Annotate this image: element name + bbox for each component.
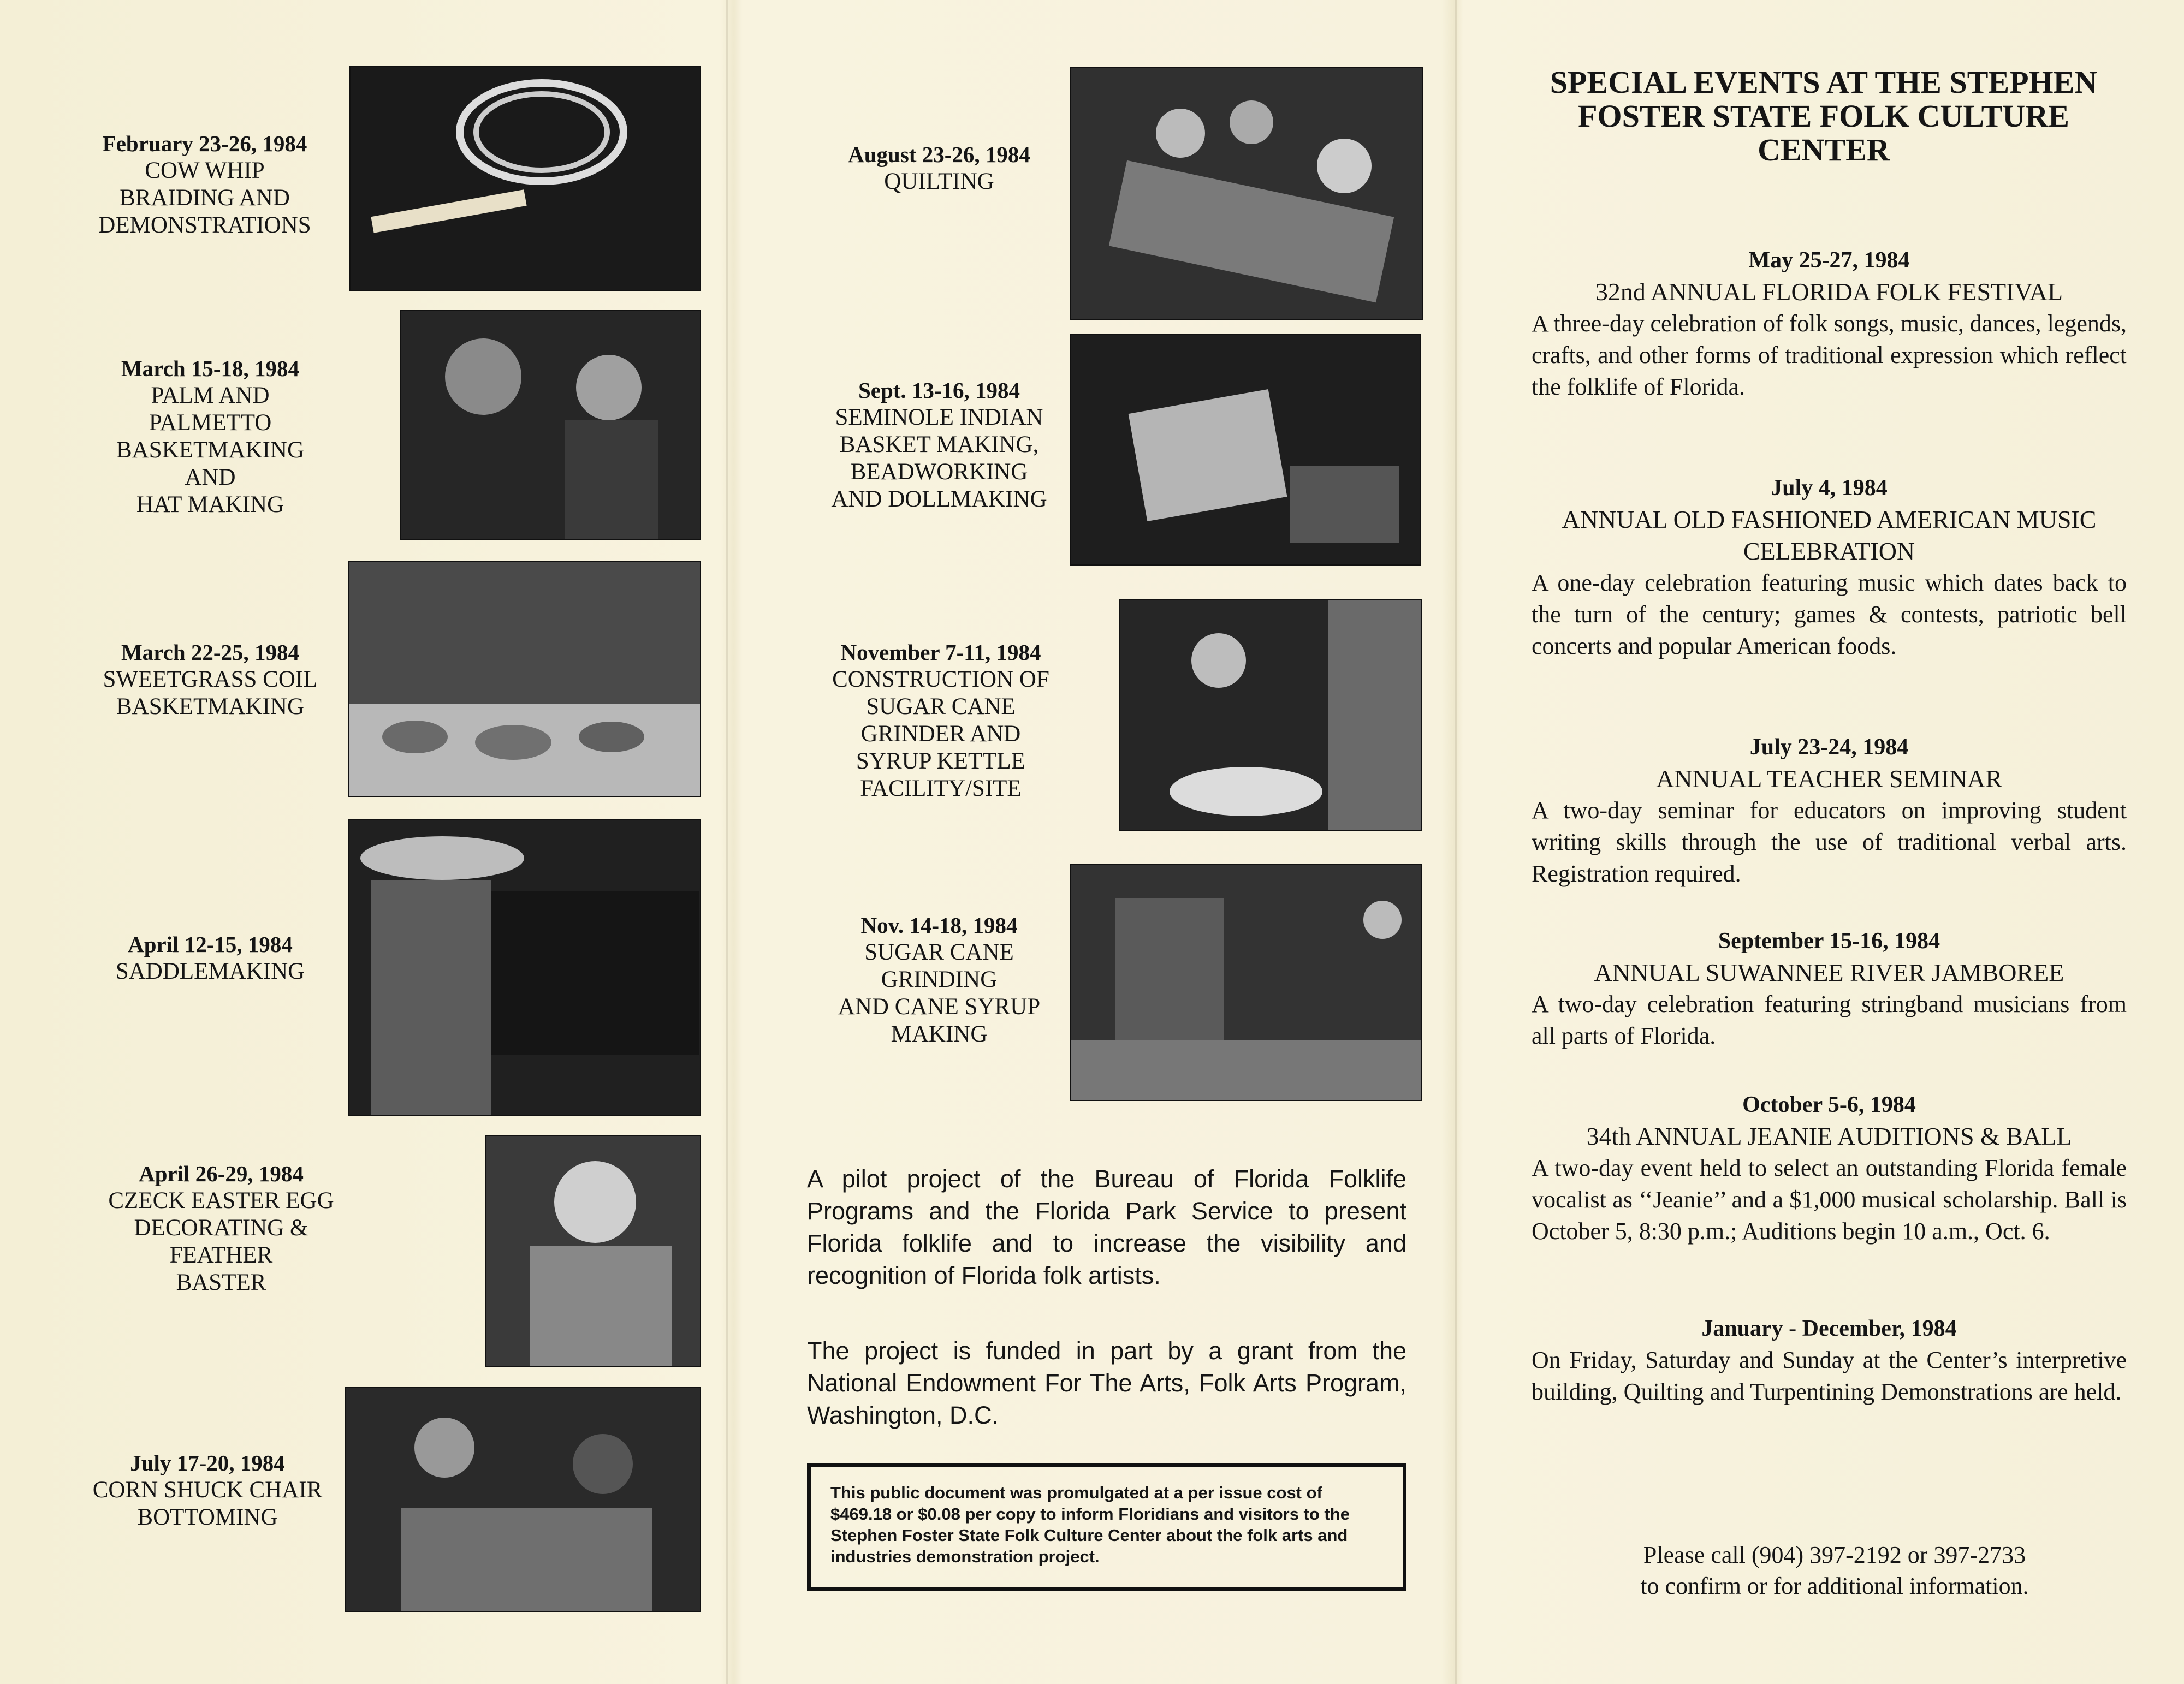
special-event-description: On Friday, Saturday and Sunday at the Center’s interpretive building, Quilting and Turpentining Demonstrations are held. xyxy=(1532,1347,2127,1405)
special-event-demonstrations xyxy=(1532,1313,2127,1408)
event-date: April 12-15, 1984 xyxy=(128,932,293,957)
special-event-description: A two-day seminar for educators on improving student writing skills through the use of traditional verbal arts. Registration required. xyxy=(1532,797,2127,887)
event-title-line: CZECK EASTER EGG xyxy=(108,1188,334,1213)
event-title-line: GRINDING xyxy=(881,967,998,992)
event-title-line: BASKET MAKING, xyxy=(839,432,1039,457)
special-event-description: A one-day celebration featuring music which dates back to the turn of the century; games & contests, patriotic bell concerts and popular American foods. xyxy=(1532,569,2127,659)
event-title-line: AND xyxy=(185,465,236,490)
event-title-line: BRAIDING AND xyxy=(120,185,290,211)
special-event-folk-festival xyxy=(1532,245,2127,403)
sweetgrass-baskets-photo xyxy=(348,561,701,797)
event-title-line: SWEETGRASS COIL xyxy=(103,667,318,692)
event-title-line: AND DOLLMAKING xyxy=(831,486,1047,512)
special-event-title: 34th ANNUAL JEANIE AUDITIONS & BALL xyxy=(1586,1122,2072,1150)
event-label-saddlemaking xyxy=(76,931,344,985)
event-title-line: COW WHIP xyxy=(145,158,265,183)
quilting-photo xyxy=(1070,67,1423,320)
event-title-line: HAT MAKING xyxy=(136,492,284,517)
event-label-easter-egg xyxy=(76,1160,366,1296)
event-date: March 22-25, 1984 xyxy=(121,640,300,665)
event-label-seminole xyxy=(808,377,1070,513)
event-date: November 7-11, 1984 xyxy=(840,640,1041,665)
special-event-description: A two-day event held to select an outstanding Florida female vocalist as ‘‘Jeanie’’ and a $1,000 musical scholarship. Ball is October 5, 8:30 p.m.; Auditions begin 10 a.m., Oct. 6. xyxy=(1532,1155,2127,1245)
event-label-cane-grinding xyxy=(808,912,1070,1048)
event-date: Sept. 13-16, 1984 xyxy=(858,378,1020,403)
whip-photo xyxy=(349,66,701,291)
funding-paragraph: The project is funded in part by a grant from the National Endowment For The Arts, Folk Arts Program, Washington, D.C. xyxy=(807,1337,1406,1429)
event-title-line: SYRUP KETTLE xyxy=(856,748,1026,774)
event-title-line: SUGAR CANE xyxy=(864,939,1014,965)
special-event-jeanie-auditions xyxy=(1532,1089,2127,1247)
special-event-date: October 5-6, 1984 xyxy=(1742,1092,1916,1117)
special-event-teacher-seminar xyxy=(1532,731,2127,890)
special-event-title: ANNUAL OLD FASHIONED AMERICAN MUSIC CELEBRATION xyxy=(1562,505,2097,565)
special-event-title: ANNUAL TEACHER SEMINAR xyxy=(1656,765,2002,793)
event-title-line: BASTER xyxy=(176,1270,266,1295)
event-title-line: SUGAR CANE xyxy=(866,694,1016,719)
fold-line-left xyxy=(726,0,728,1684)
special-event-title: 32nd ANNUAL FLORIDA FOLK FESTIVAL xyxy=(1595,278,2063,306)
event-title-line: BEADWORKING xyxy=(850,459,1028,485)
event-date: March 15-18, 1984 xyxy=(121,356,300,381)
event-title-line: PALMETTO xyxy=(149,410,272,436)
event-title-line: PALM AND xyxy=(151,383,270,408)
special-event-description: A two-day celebration featuring stringband musicians from all parts of Florida. xyxy=(1532,991,2127,1049)
special-event-date: July 4, 1984 xyxy=(1771,475,1888,501)
egg-decorating-photo xyxy=(485,1135,701,1367)
chair-bottoming-photo xyxy=(345,1387,701,1612)
special-event-title: ANNUAL SUWANNEE RIVER JAMBOREE xyxy=(1594,959,2064,986)
notice-text: This public document was promulgated at a per issue cost of $469.18 or $0.08 per copy to inform Floridians and visitors to the Stephen Foster State Folk Culture Center about the folk arts and industries demonstration project. xyxy=(830,1483,1350,1566)
pilot-project-paragraph: A pilot project of the Bureau of Florida Folklife Programs and the Florida Park Service to present Florida folklife and to increase the visibility and recognition of Florida folk artists. xyxy=(807,1165,1406,1289)
basket-hat-photo xyxy=(400,310,701,540)
event-label-sweetgrass xyxy=(76,639,344,721)
special-event-date: September 15-16, 1984 xyxy=(1718,929,1940,954)
contact-note-line: to confirm or for additional information. xyxy=(1640,1573,2029,1599)
event-title-line: SEMINOLE INDIAN xyxy=(835,404,1043,430)
event-title-line: SADDLEMAKING xyxy=(115,959,305,984)
event-title-line: BOTTOMING xyxy=(137,1504,278,1530)
syrup-kettle-photo xyxy=(1119,599,1422,831)
contact-phone-line: Please call (904) 397-2192 or 397-2733 xyxy=(1643,1542,2026,1568)
event-title-line: BASKETMAKING xyxy=(116,437,304,463)
event-label-palm-basketmaking xyxy=(76,355,344,519)
event-title-line: DEMONSTRATIONS xyxy=(98,212,311,238)
special-event-date: July 23-24, 1984 xyxy=(1749,735,1909,760)
event-label-cow-whip xyxy=(76,130,333,239)
special-events-heading: SPECIAL EVENTS AT THE STEPHEN FOSTER STATE FOLK CULTURE CENTER xyxy=(1550,64,2098,168)
event-title-line: AND CANE SYRUP xyxy=(838,994,1041,1020)
event-title-line: DECORATING & xyxy=(134,1215,308,1241)
event-label-quilting xyxy=(819,141,1059,195)
event-label-syrup-kettle xyxy=(807,639,1075,802)
event-title-line: CORN SHUCK CHAIR xyxy=(92,1477,323,1503)
event-title-line: BASKETMAKING xyxy=(116,694,304,719)
special-event-jamboree xyxy=(1532,925,2127,1052)
event-date: July 17-20, 1984 xyxy=(130,1450,285,1475)
event-date: April 26-29, 1984 xyxy=(139,1161,304,1186)
seminole-crafts-photo xyxy=(1070,334,1421,566)
event-label-chair-bottoming xyxy=(71,1449,344,1531)
event-title-line: FACILITY/SITE xyxy=(860,776,1022,801)
event-title-line: GRINDER AND xyxy=(860,721,1021,747)
special-event-date: May 25-27, 1984 xyxy=(1748,248,1910,273)
event-date: August 23-26, 1984 xyxy=(848,142,1030,167)
event-date: Nov. 14-18, 1984 xyxy=(860,913,1018,938)
cane-grinding-photo xyxy=(1070,864,1422,1101)
event-date: February 23-26, 1984 xyxy=(102,131,307,156)
event-title-line: MAKING xyxy=(891,1021,988,1047)
special-event-date: January - December, 1984 xyxy=(1701,1316,1957,1341)
special-event-music-celebration xyxy=(1532,472,2127,662)
saddlemaking-photo xyxy=(348,819,701,1116)
contact-info xyxy=(1545,1539,2124,1602)
event-title-line: FEATHER xyxy=(169,1242,273,1268)
fold-line-right xyxy=(1455,0,1457,1684)
event-title-line: QUILTING xyxy=(884,169,994,194)
special-event-description: A three-day celebration of folk songs, music, dances, legends, crafts, and other forms of traditional expression which reflect the folklife of Florida. xyxy=(1532,310,2127,400)
public-document-notice xyxy=(807,1463,1406,1591)
event-title-line: CONSTRUCTION OF xyxy=(832,667,1049,692)
